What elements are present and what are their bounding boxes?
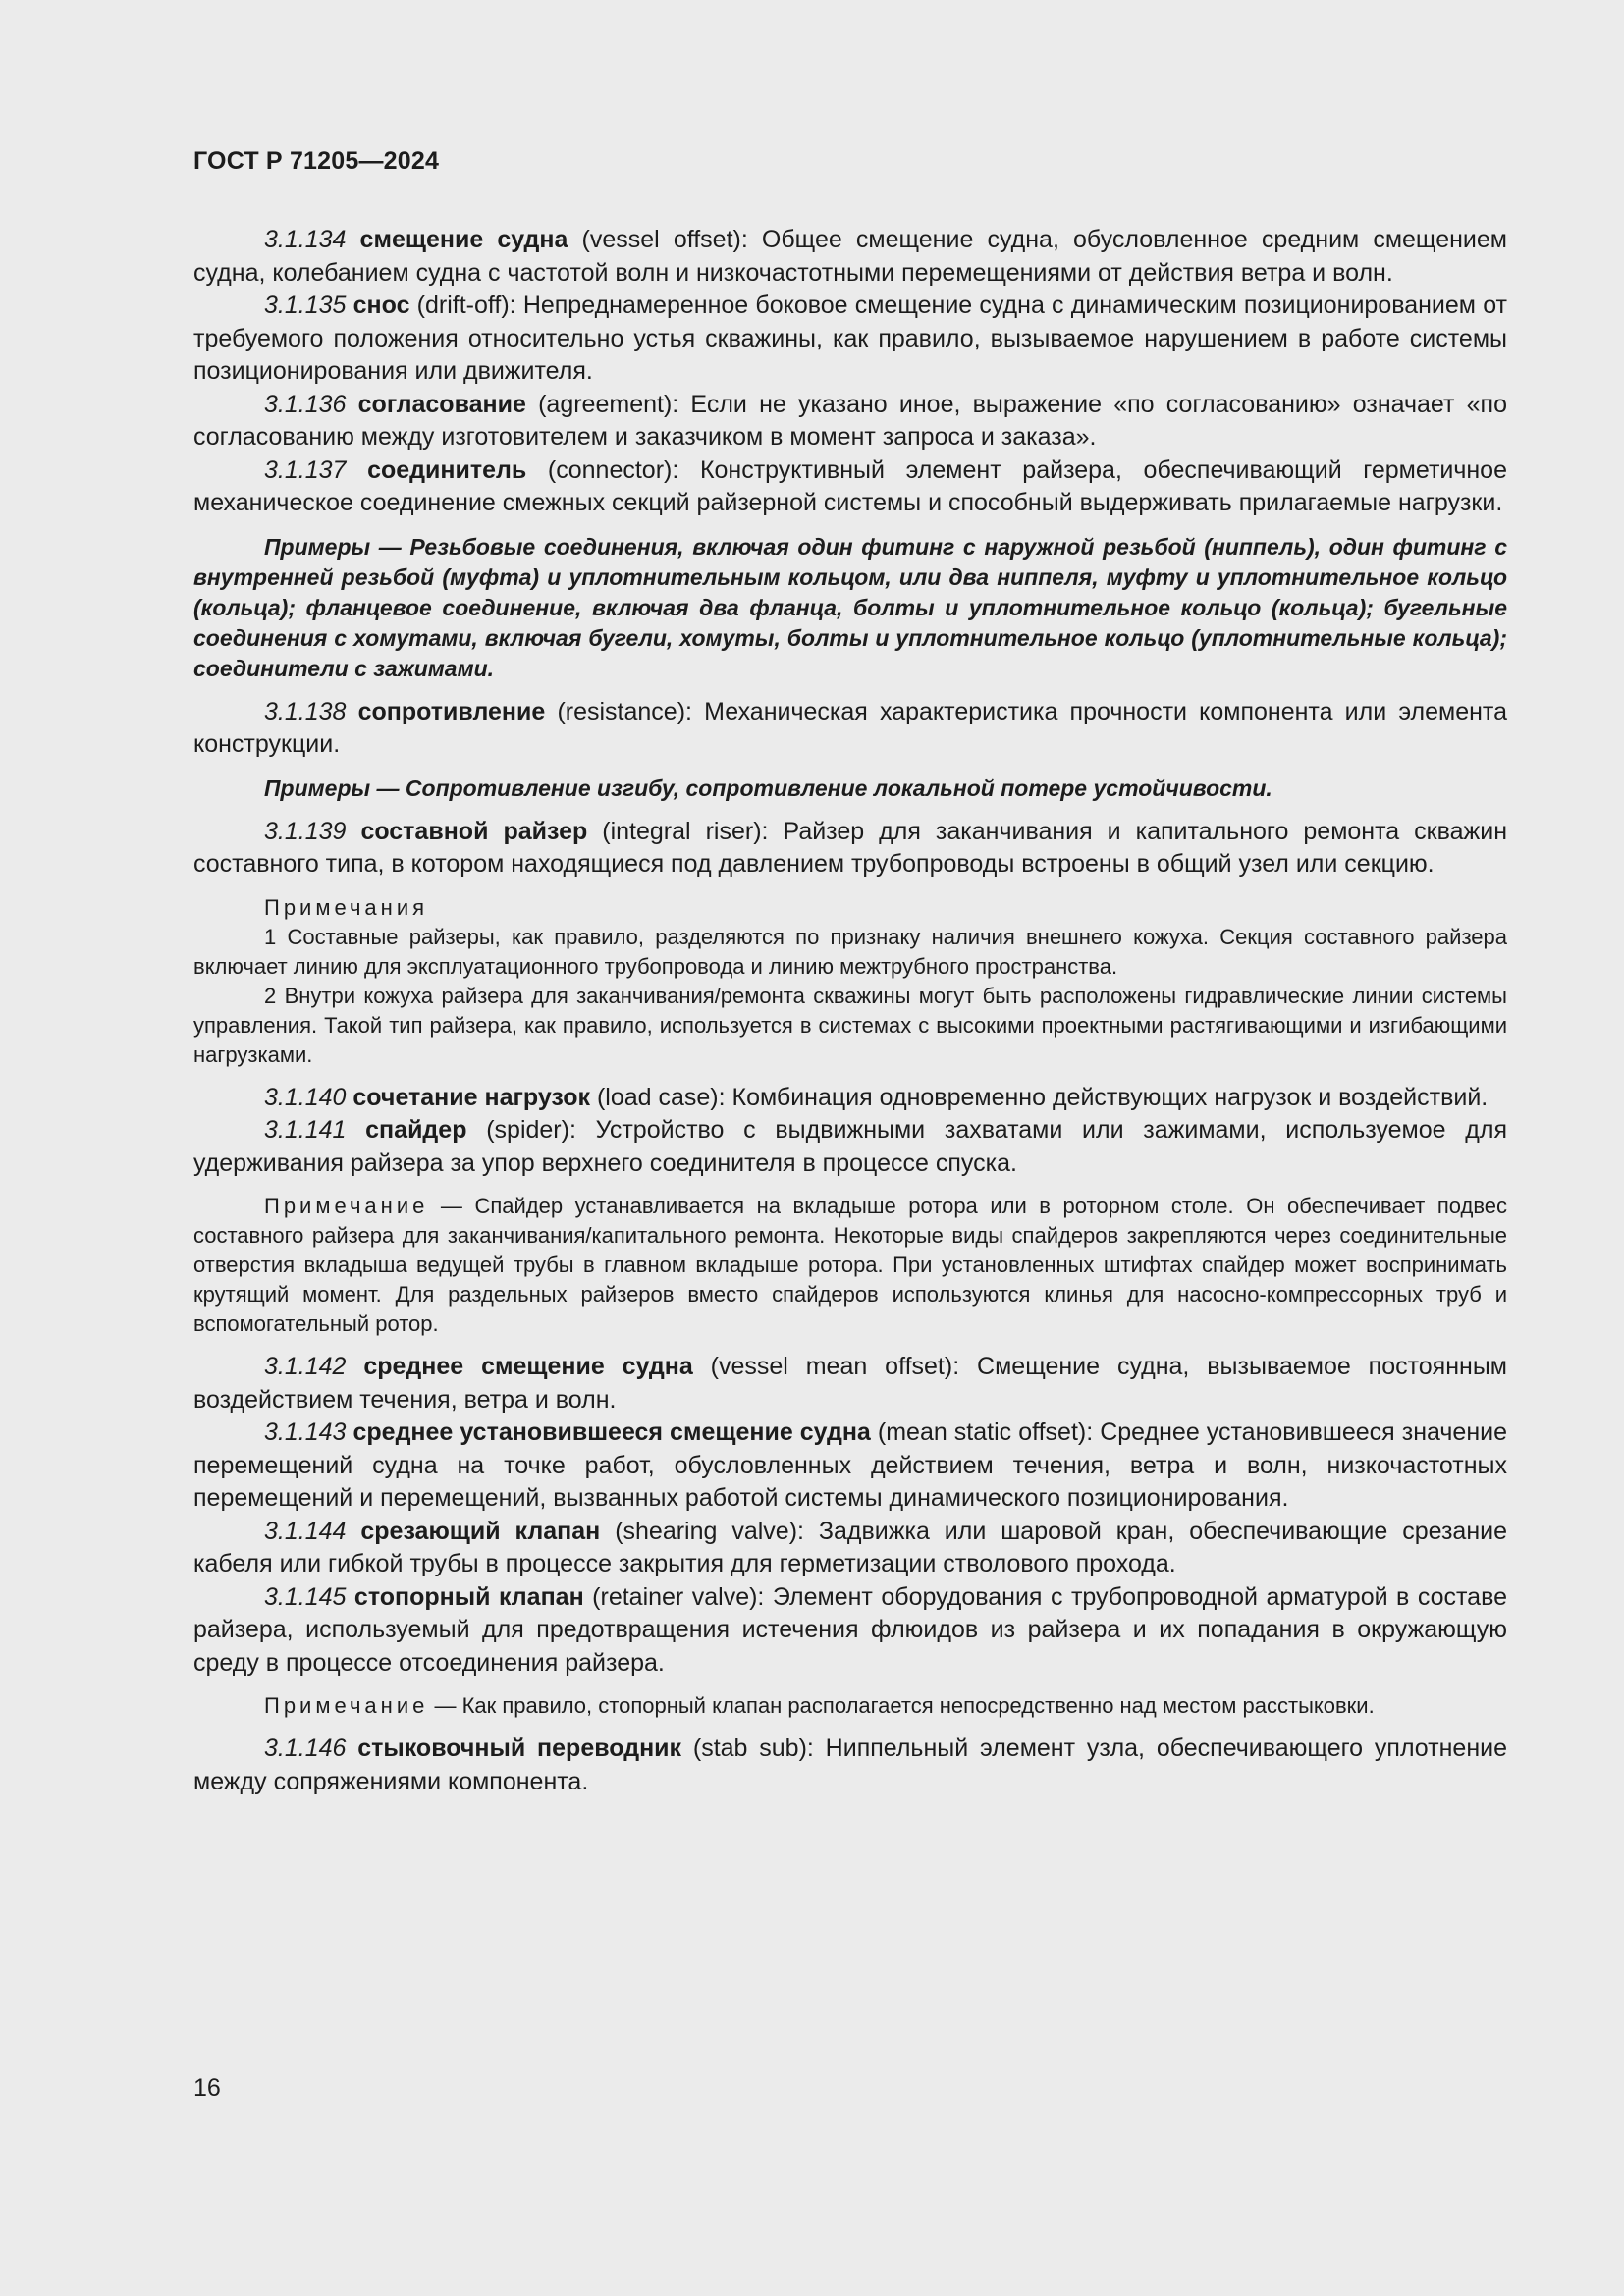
term-number: 3.1.135 <box>264 292 347 319</box>
term-definition: (drift-off): Непреднамеренное боковое смещение судна с динамическим позиционированием от требуемого положения относительно устья скважины, как правило, вызываемое нарушением в работе системы позиционирования или движителя. <box>193 292 1507 385</box>
document-body <box>193 224 1507 1798</box>
term-drift-off <box>193 290 1507 389</box>
term-definition: (connector): Конструктивный элемент райзера, обеспечивающий герметичное механическое соединение смежных секций райзерной системы и способный выдерживать прилагаемые нагрузки. <box>193 455 1507 516</box>
note-label: Примечание <box>264 1693 429 1718</box>
note-item-2: 2 Внутри кожуха райзера для заканчивания/ремонта скважины могут быть расположены гидравлические линии системы управления. Такой тип райзера, как правило, используется в системах с высокими проектными растягивающими и изгибающими нагрузками. <box>193 983 1507 1067</box>
term-name: снос <box>352 292 410 319</box>
term-retainer-valve <box>193 1581 1507 1681</box>
term-name: среднее установившееся смещение судна <box>352 1418 871 1446</box>
term-number: 3.1.145 <box>264 1582 347 1611</box>
note-spider <box>193 1192 1507 1339</box>
term-number: 3.1.140 <box>264 1083 347 1111</box>
term-number: 3.1.144 <box>264 1517 347 1545</box>
term-definition: (vessel offset): Общее смещение судна, обусловленное средним смещением судна, колебанием судна с частотой волн и низкочастотными перемещениями от действия ветра и волн. <box>193 226 1507 287</box>
term-number: 3.1.143 <box>264 1418 347 1446</box>
document-header: ГОСТ Р 71205—2024 <box>193 147 440 175</box>
note-item-1: 1 Составные райзеры, как правило, разделяются по признаку наличия внешнего кожуха. Секция составного райзера включает линию для эксплуатационного трубопровода и линию межтрубного пространства. <box>193 924 1507 979</box>
term-name: сочетание нагрузок <box>352 1083 591 1111</box>
term-definition: (agreement): Если не указано иное, выражение «по согласованию» означает «по согласованию между изготовителем и заказчиком в момент запроса и заказа». <box>193 390 1507 451</box>
term-name: смещение судна <box>359 226 568 253</box>
term-vessel-mean-offset <box>193 1351 1507 1416</box>
term-number: 3.1.138 <box>264 697 347 725</box>
term-name: соединитель <box>367 455 527 484</box>
term-spider <box>193 1114 1507 1180</box>
term-agreement <box>193 389 1507 454</box>
term-number: 3.1.142 <box>264 1353 347 1380</box>
notes-heading: Примечания <box>264 894 429 920</box>
note-dash: — <box>428 1693 462 1718</box>
term-number: 3.1.134 <box>264 226 347 253</box>
page-number: 16 <box>193 2074 221 2102</box>
term-definition: (spider): Устройство с выдвижными захватами или зажимами, используемое для удерживания райзера за упор верхнего соединителя в процессе спуска. <box>193 1116 1507 1177</box>
term-name: стопорный клапан <box>353 1582 584 1611</box>
term-vessel-offset <box>193 224 1507 290</box>
term-definition: (mean static offset): Среднее установившееся значение перемещений судна на точке работ, обусловленных действием течения, ветра и волн, низкочастотных перемещений и перемещений, вызванных работой системы динамического позиционирования. <box>193 1418 1507 1512</box>
term-connector <box>193 454 1507 520</box>
term-name: стыковочный переводник <box>357 1735 682 1762</box>
term-name: сопротивление <box>357 697 546 725</box>
notes-integral-riser <box>193 893 1507 1070</box>
term-resistance <box>193 696 1507 762</box>
term-number: 3.1.136 <box>264 390 347 418</box>
term-number: 3.1.137 <box>264 455 347 484</box>
note-body: Спайдер устанавливается на вкладыше ротора или в роторном столе. Он обеспечивает подвес составного райзера для заканчивания/капитального ремонта. Некоторые виды спайдеров закрепляются через соединительные отверстия вкладыша ведущей трубы в главном вкладыше ротора. При установленных штифтах спайдер может воспринимать крутящий момент. Для раздельных райзеров вместо спайдеров используются клинья для насосно-компрессорных труб и вспомогательный ротор. <box>193 1194 1507 1336</box>
term-definition: (vessel mean offset): Смещение судна, вызываемое постоянным воздействием течения, ветра и волн. <box>193 1353 1507 1414</box>
term-definition: (shearing valve): Задвижка или шаровой кран, обеспечивающие срезание кабеля или гибкой трубы в процессе закрытия для герметизации стволового прохода. <box>193 1517 1507 1577</box>
term-load-case <box>193 1082 1507 1115</box>
term-number: 3.1.146 <box>264 1735 347 1762</box>
example-connector: Примеры — Резьбовые соединения, включая один фитинг с наружной резьбой (ниппель), один фитинг с внутренней резьбой (муфта) и уплотнительным кольцом, или два ниппеля, муфту и уплотнительное кольцо (кольца); фланцевое соединение, включая два фланца, болты и уплотнительное кольцо (кольца); бугельные соединения с хомутами, включая бугели, хомуты, болты и уплотнительное кольцо (уплотнительные кольца); соединители с зажимами. <box>193 533 1507 681</box>
term-definition: (load case): Комбинация одновременно действующих нагрузок и воздействий. <box>590 1083 1489 1111</box>
note-body: Как правило, стопорный клапан располагается непосредственно над местом расстыковки. <box>461 1693 1375 1718</box>
term-definition: (integral riser): Райзер для заканчивания и капитального ремонта скважин составного типа, в котором находящиеся под давлением трубопроводы встроены в общий узел или секцию. <box>193 817 1507 878</box>
term-shearing-valve <box>193 1516 1507 1581</box>
term-number: 3.1.139 <box>264 817 347 845</box>
term-name: согласование <box>357 390 526 418</box>
term-definition: (retainer valve): Элемент оборудования с трубопроводной арматурой в составе райзера, используемый для предотвращения истечения флюидов из райзера и их попадания в окружающую среду в процессе отсоединения райзера. <box>193 1582 1507 1677</box>
term-definition: (stab sub): Ниппельный элемент узла, обеспечивающего уплотнение между сопряжениями компонента. <box>193 1735 1507 1795</box>
term-name: срезающий клапан <box>360 1517 601 1545</box>
note-label: Примечание <box>264 1194 429 1218</box>
term-name: составной райзер <box>360 817 588 845</box>
example-resistance: Примеры — Сопротивление изгибу, сопротивление локальной потере устойчивости. <box>264 774 1272 801</box>
term-name: спайдер <box>365 1116 467 1144</box>
note-retainer-valve <box>193 1691 1507 1721</box>
term-name: среднее смещение судна <box>363 1353 693 1380</box>
note-dash: — <box>428 1194 475 1218</box>
term-stab-sub <box>193 1733 1507 1798</box>
term-number: 3.1.141 <box>264 1116 347 1144</box>
term-definition: (resistance): Механическая характеристика прочности компонента или элемента конструкции. <box>193 697 1507 758</box>
note-text <box>193 1192 1507 1339</box>
term-integral-riser <box>193 816 1507 881</box>
term-mean-static-offset <box>193 1416 1507 1516</box>
note-text <box>193 1691 1507 1721</box>
